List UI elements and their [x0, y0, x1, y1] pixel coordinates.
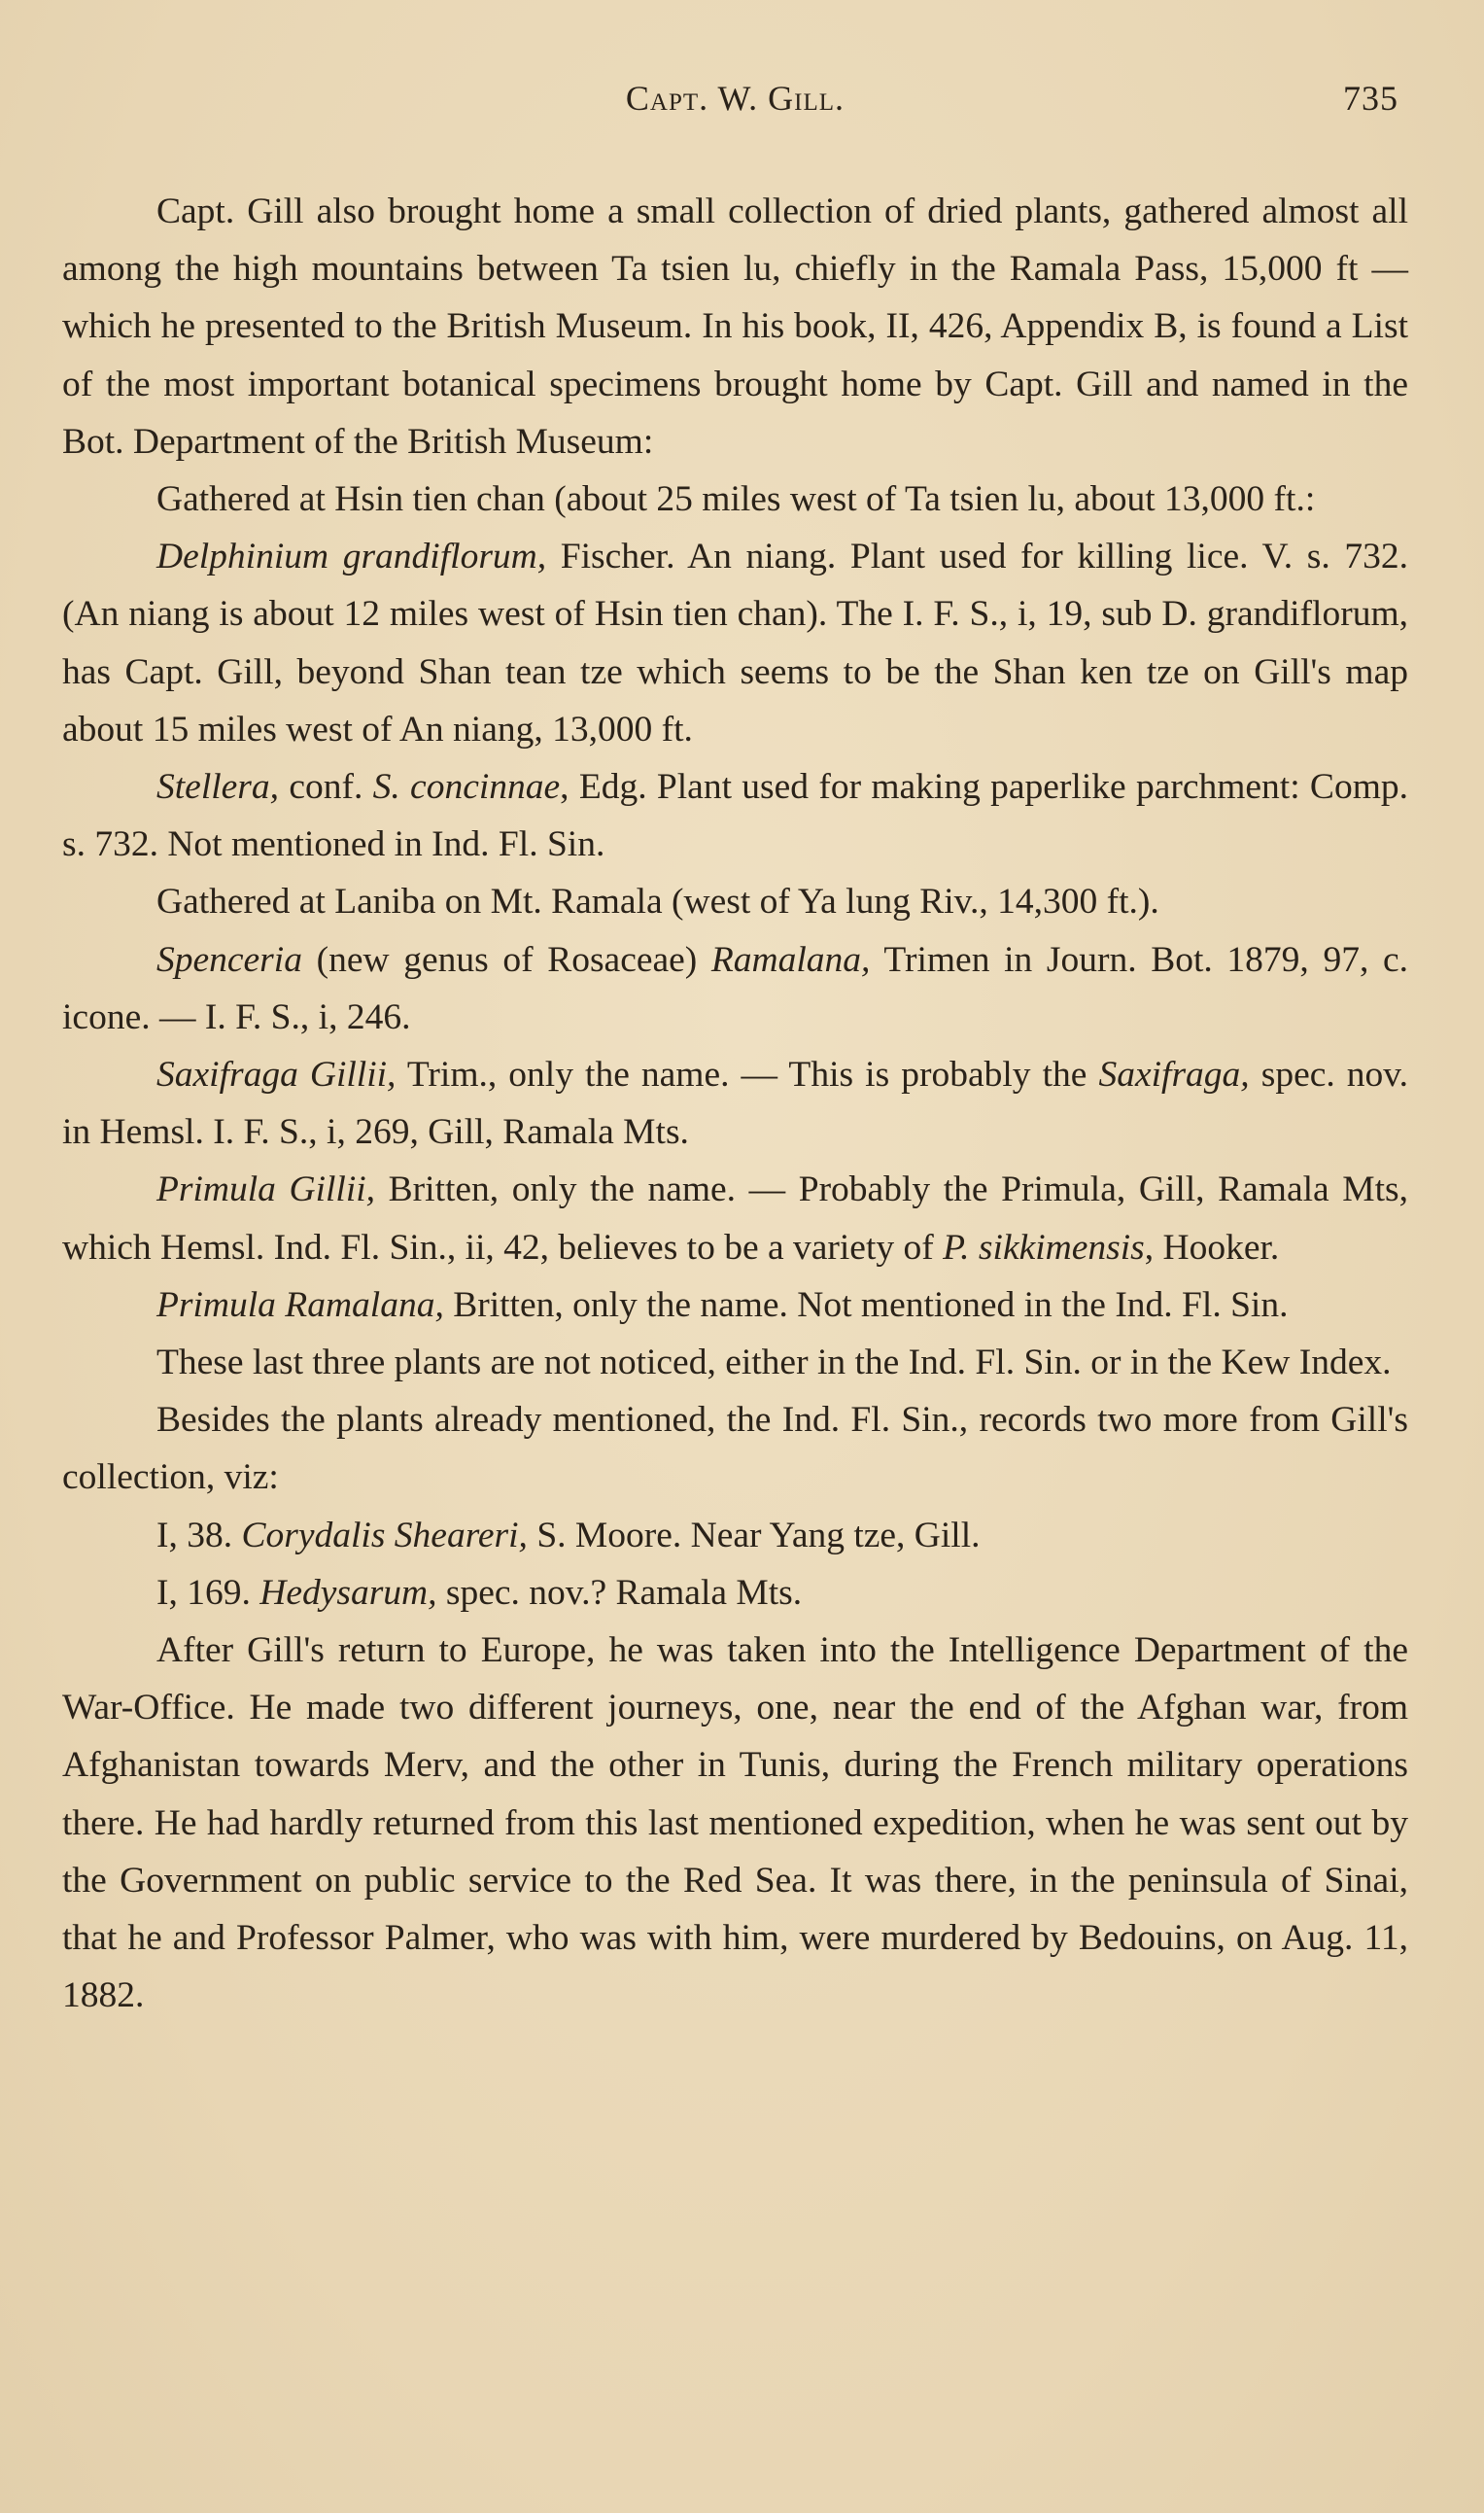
paragraph-spenceria: [62, 931, 1408, 1046]
running-title: Capt. W. Gill.: [625, 79, 846, 118]
paragraph-text: Gathered at Hsin tien chan (about 25 miles west of Ta tsien lu, about 13,000 ft.:: [156, 479, 1316, 520]
paragraph-primula-gillii: [62, 1161, 1408, 1275]
paragraph-text: Trim., only the name. — This is probably the: [396, 1055, 1099, 1096]
species-name: S. concinnae: [372, 767, 561, 808]
paragraph-text: Fischer. An niang. Plant used for killing lice. V. s. 732. (An niang is about 12 miles west of Hsin tien chan). The I. F. S., i, 19, sub D. grandiflorum, has Capt. Gill, beyond Shan tean tze which seems to be the Shan ken tze on Gill's map about 15 miles west of An niang, 13,000 ft.: [62, 537, 1408, 750]
species-name: Hedysarum,: [259, 1572, 437, 1613]
paragraph-saxifraga: [62, 1046, 1408, 1161]
species-name: Primula Gillii,: [156, 1169, 376, 1210]
running-head: [62, 68, 1408, 136]
paragraph-text: spec. nov.? Ramala Mts.: [436, 1572, 803, 1613]
species-name: Stellera,: [156, 767, 280, 808]
page-number: 735: [1343, 79, 1398, 118]
paragraph-text: After Gill's return to Europe, he was taken into the Intelligence Department of the War-Office. He made two different journeys, one, near the end of the Afghan war, from Afghanistan towards Merv, and the other in Tunis, during the French military operations there. He had hardly returned from this last mentioned expedition, when he was sent out by the Government on public service to the Red Sea. It was there, in the peninsula of Sinai, that he and Professor Palmer, who was with him, were murdered by Bedouins, on Aug. 11, 1882.: [62, 1630, 1408, 2016]
paragraph-text: Britten, only the name. — Probably the Primula, Gill, Ramala Mts, which Hemsl. Ind. Fl. Sin., ii, 42, believes to be a variety of: [62, 1169, 1408, 1268]
body-text: [62, 183, 1408, 2025]
paragraph-primula-ramalana: [62, 1276, 1408, 1334]
paragraph-besides: [62, 1391, 1408, 1506]
paragraph-text: I, 38.: [156, 1515, 242, 1555]
species-name: Corydalis Shearerі,: [241, 1515, 528, 1555]
paragraph-intro: [62, 183, 1408, 471]
paragraph-text: S. Moore. Near Yang tze, Gill.: [527, 1515, 981, 1555]
paragraph-text: conf.: [279, 767, 373, 808]
paragraph-laniba: [62, 873, 1408, 930]
paragraph-hsin-tien-chan: [62, 471, 1408, 528]
paragraph-stellera: [62, 758, 1408, 873]
paragraph-after-return: [62, 1622, 1408, 2024]
paragraph-text: (new genus of Rosaceae): [301, 939, 711, 980]
paragraph-not-noticed: [62, 1334, 1408, 1391]
paragraph-text: Besides the plants already mentioned, the Ind. Fl. Sin., records two more from Gill's collection, viz:: [62, 1400, 1408, 1498]
paragraph-text: These last three plants are not noticed, either in the Ind. Fl. Sin. or in the Kew Index.: [156, 1343, 1392, 1383]
species-name: Delphinium grandiflorum,: [156, 537, 547, 577]
species-name: Spenceria: [156, 939, 302, 980]
paragraph-text: spec. nov. in Hemsl. I. F. S., i, 269, Gill, Ramala Mts.: [62, 1055, 1408, 1153]
species-name: Ramalana,: [710, 939, 871, 980]
species-name: Saxifraga,: [1098, 1055, 1250, 1096]
species-name: P. sikkimensis: [943, 1227, 1145, 1268]
paragraph-text: Britten, only the name. Not mentioned in the Ind. Fl. Sin.: [443, 1284, 1289, 1325]
species-name: Saxifraga Gillii,: [156, 1055, 397, 1096]
paragraph-delphinium: [62, 528, 1408, 758]
paragraph-hedysarum: [62, 1564, 1408, 1622]
paragraph-text: , Edg. Plant used for making paperlike parchment: Comp. s. 732. Not mentioned in Ind. Fl. Sin.: [62, 767, 1408, 865]
paragraph-corydalis: [62, 1507, 1408, 1564]
paragraph-text: Gathered at Laniba on Mt. Ramala (west of Ya lung Riv., 14,300 ft.).: [156, 882, 1159, 923]
paragraph-text: , Hooker.: [1144, 1227, 1280, 1268]
paragraph-text: Capt. Gill also brought home a small collection of dried plants, gathered almost all among the high mountains between Ta tsien lu, chiefly in the Ramala Pass, 15,000 ft — which he presented to the British Museum. In his book, II, 426, Appendix B, is found a List of the most important botanical specimens brought home by Capt. Gill and named in the Bot. Department of the British Museum:: [62, 192, 1408, 462]
paragraph-text: I, 169.: [156, 1572, 260, 1613]
species-name: Primula Ramalana,: [156, 1284, 444, 1325]
paragraph-text: Trimen in Journ. Bot. 1879, 97, c. icone. — I. F. S., i, 246.: [62, 939, 1408, 1037]
